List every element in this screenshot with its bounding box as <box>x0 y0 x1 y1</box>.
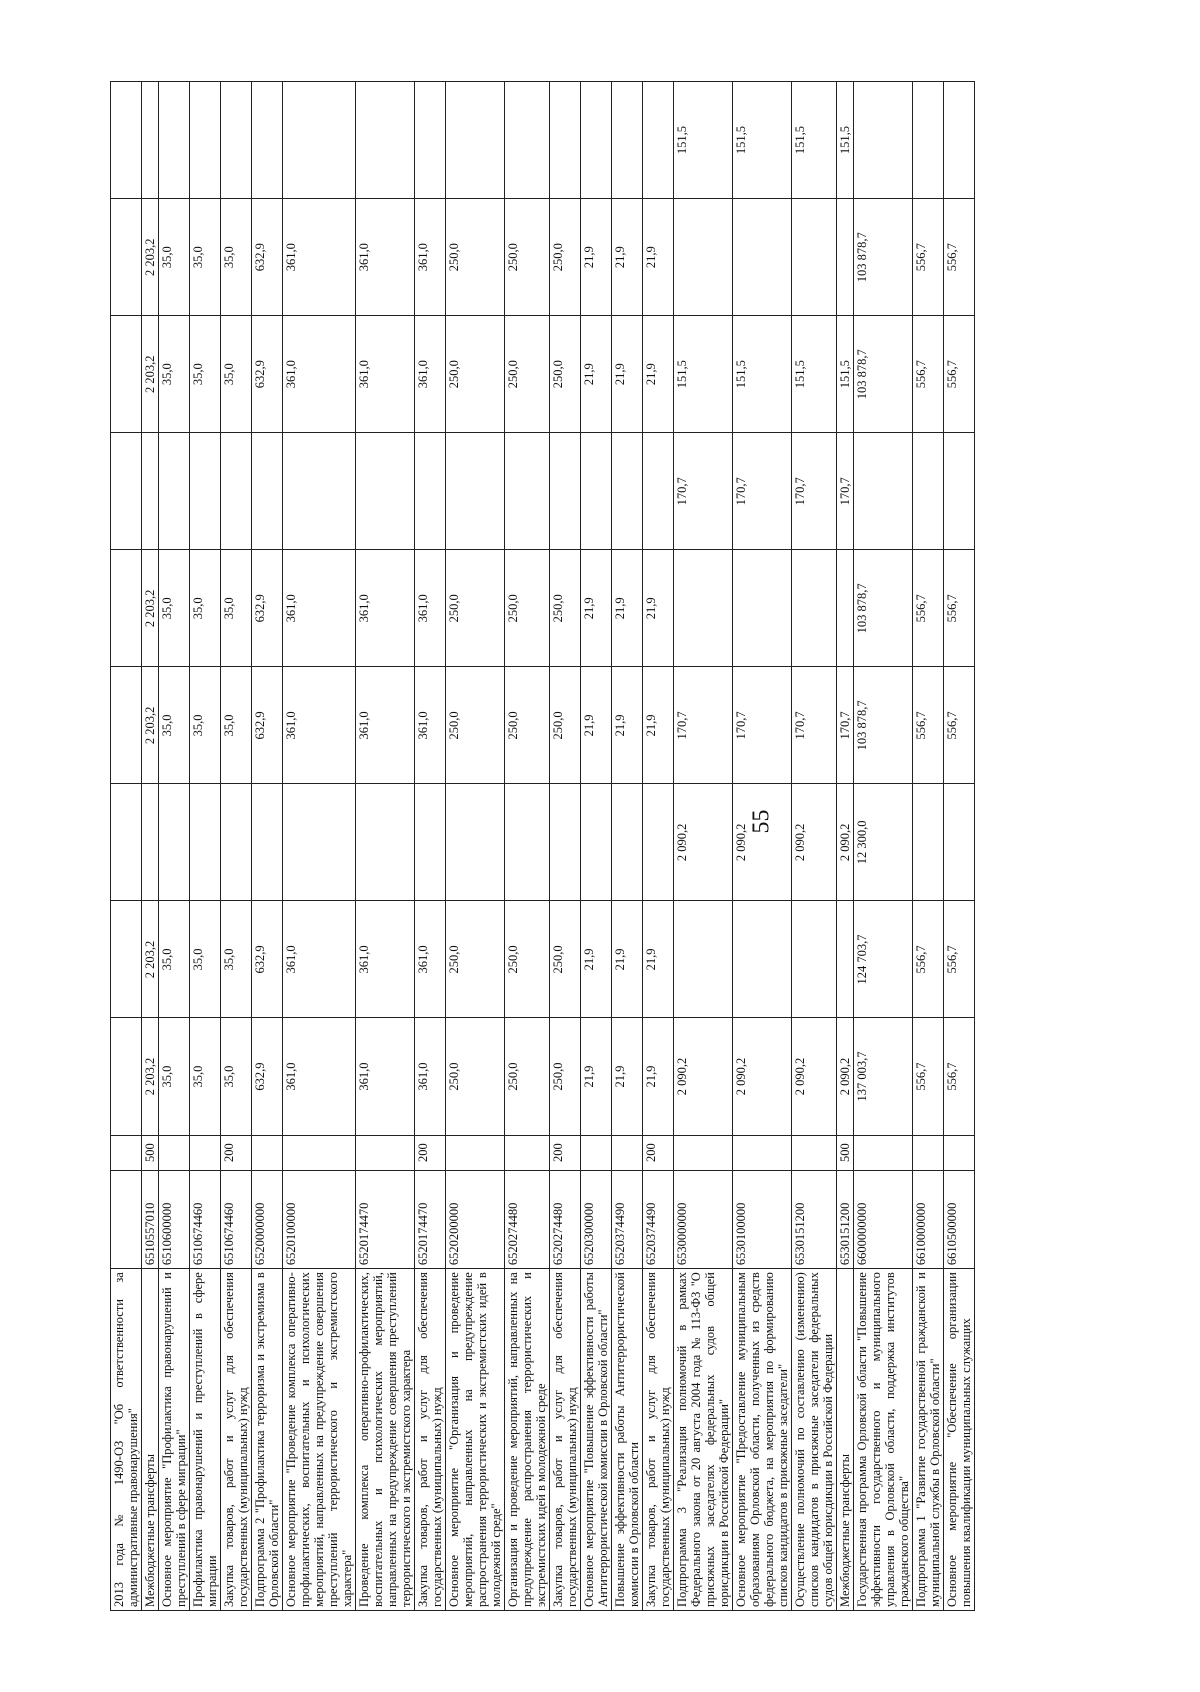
cell-c7: 151,5 <box>674 316 733 433</box>
cell-code: 6520300000 <box>581 1170 612 1268</box>
cell-code: 6530000000 <box>674 1170 733 1268</box>
cell-c6: 170,7 <box>733 433 792 550</box>
cell-c8 <box>674 199 733 316</box>
cell-c4 <box>111 667 142 784</box>
cell-c7: 361,0 <box>283 316 356 433</box>
cell-c6 <box>612 433 643 550</box>
cell-c6 <box>581 433 612 550</box>
cell-name: Основное мероприятие "Предоставление муниципальным образованиям Орловской области, полученных из средств федерального бюджета, на мероприятия по формированию списков кандидатов в присяжные заседатели" <box>733 1269 792 1611</box>
cell-code: 6530151200 <box>792 1170 837 1268</box>
cell-c1: 2 090,2 <box>733 1018 792 1135</box>
cell-code: 6610500000 <box>944 1170 975 1268</box>
cell-vr: 200 <box>415 1135 446 1170</box>
cell-name: Основное мероприятие "Проведение комплекса оперативно-профилактических, воспитательных и психологических мероприятий, направленных на предупреждение совершения преступлений террористического и экстремистского характера" <box>283 1269 356 1611</box>
cell-code: 6610000000 <box>913 1170 944 1268</box>
cell-c5: 35,0 <box>159 550 190 667</box>
cell-c7: 151,5 <box>792 316 837 433</box>
cell-c5: 21,9 <box>612 550 643 667</box>
cell-code: 6520100000 <box>283 1170 356 1268</box>
cell-c3 <box>111 784 142 901</box>
cell-code: 6520000000 <box>252 1170 283 1268</box>
table-row <box>792 82 837 1611</box>
cell-c7: 151,5 <box>733 316 792 433</box>
cell-c6 <box>505 433 550 550</box>
cell-c9 <box>356 82 415 199</box>
cell-c5: 361,0 <box>356 550 415 667</box>
cell-c4: 250,0 <box>505 667 550 784</box>
cell-c6: 170,7 <box>674 433 733 550</box>
cell-c6 <box>854 433 913 550</box>
cell-c7: 361,0 <box>415 316 446 433</box>
budget-table <box>110 81 975 1611</box>
cell-c1: 35,0 <box>221 1018 252 1135</box>
cell-c2: 21,9 <box>581 901 612 1018</box>
cell-vr <box>854 1135 913 1170</box>
cell-c2: 21,9 <box>612 901 643 1018</box>
cell-c6 <box>550 433 581 550</box>
cell-c8 <box>792 199 837 316</box>
cell-c5: 632,9 <box>252 550 283 667</box>
cell-c4: 170,7 <box>837 667 854 784</box>
cell-c7: 556,7 <box>913 316 944 433</box>
cell-c6 <box>111 433 142 550</box>
cell-c3 <box>415 784 446 901</box>
cell-c9 <box>854 82 913 199</box>
cell-c8: 632,9 <box>252 199 283 316</box>
cell-c4: 170,7 <box>733 667 792 784</box>
cell-code: 6600000000 <box>854 1170 913 1268</box>
cell-c6 <box>446 433 505 550</box>
cell-c1: 21,9 <box>612 1018 643 1135</box>
cell-c3 <box>283 784 356 901</box>
cell-c2: 361,0 <box>283 901 356 1018</box>
cell-c8: 361,0 <box>415 199 446 316</box>
cell-name: Проведение комплекса оперативно-профилактических, воспитательных и психологических мероприятий, направленных на предупреждение совершения преступлений террористического и экстремистского характера <box>356 1269 415 1611</box>
cell-code: 6520174470 <box>415 1170 446 1268</box>
cell-name: Подпрограмма 1 "Развитие государственной гражданской и муниципальной службы в Орловской области" <box>913 1269 944 1611</box>
cell-c5: 21,9 <box>581 550 612 667</box>
cell-code: 6520374490 <box>643 1170 674 1268</box>
cell-c1: 250,0 <box>550 1018 581 1135</box>
cell-c7: 21,9 <box>612 316 643 433</box>
cell-c6 <box>913 433 944 550</box>
cell-c3 <box>159 784 190 901</box>
cell-c4: 2 203,2 <box>142 667 159 784</box>
cell-c8: 21,9 <box>643 199 674 316</box>
cell-c5: 2 203,2 <box>142 550 159 667</box>
cell-c8: 35,0 <box>190 199 221 316</box>
cell-c2: 21,9 <box>643 901 674 1018</box>
cell-c6 <box>643 433 674 550</box>
cell-c4: 170,7 <box>792 667 837 784</box>
cell-c7: 250,0 <box>505 316 550 433</box>
cell-c8: 361,0 <box>283 199 356 316</box>
cell-c2 <box>111 901 142 1018</box>
cell-code: 6530100000 <box>733 1170 792 1268</box>
table-row <box>356 82 415 1611</box>
cell-vr: 200 <box>550 1135 581 1170</box>
cell-c7: 250,0 <box>550 316 581 433</box>
cell-c3 <box>944 784 975 901</box>
cell-c5 <box>111 550 142 667</box>
cell-c4: 556,7 <box>913 667 944 784</box>
cell-c7: 21,9 <box>581 316 612 433</box>
cell-c2 <box>792 901 837 1018</box>
cell-c7: 556,7 <box>944 316 975 433</box>
cell-c9 <box>505 82 550 199</box>
cell-vr <box>733 1135 792 1170</box>
cell-code <box>111 1170 142 1268</box>
cell-c4: 361,0 <box>356 667 415 784</box>
cell-c9 <box>221 82 252 199</box>
cell-name: Подпрограмма 3 "Реализация полномочий в рамках Федерального закона от 20 августа 2004 года № 113-ФЗ "О присяжных заседателях федеральных судов общей юрисдикции в Российской Федерации" <box>674 1269 733 1611</box>
cell-c4: 103 878,7 <box>854 667 913 784</box>
cell-c8: 250,0 <box>550 199 581 316</box>
table-row <box>446 82 505 1611</box>
cell-c5 <box>674 550 733 667</box>
cell-c9 <box>159 82 190 199</box>
cell-code: 6520200000 <box>446 1170 505 1268</box>
table-row <box>854 82 913 1611</box>
cell-c1: 2 090,2 <box>674 1018 733 1135</box>
table-row <box>612 82 643 1611</box>
cell-c9 <box>252 82 283 199</box>
cell-c4: 21,9 <box>643 667 674 784</box>
cell-c3 <box>190 784 221 901</box>
cell-c3: 2 090,2 <box>837 784 854 901</box>
cell-c2: 361,0 <box>415 901 446 1018</box>
cell-c3 <box>643 784 674 901</box>
cell-c5: 103 878,7 <box>854 550 913 667</box>
cell-c4: 170,7 <box>674 667 733 784</box>
table-row <box>159 82 190 1611</box>
cell-c9 <box>415 82 446 199</box>
cell-c7: 103 878,7 <box>854 316 913 433</box>
cell-c5 <box>792 550 837 667</box>
table-row <box>283 82 356 1611</box>
cell-c9: 151,5 <box>792 82 837 199</box>
cell-vr: 200 <box>643 1135 674 1170</box>
cell-c1 <box>111 1018 142 1135</box>
cell-c2: 35,0 <box>190 901 221 1018</box>
cell-c8: 556,7 <box>913 199 944 316</box>
page-number: 55 <box>748 809 775 834</box>
cell-c9 <box>643 82 674 199</box>
cell-c3 <box>252 784 283 901</box>
cell-c8: 35,0 <box>221 199 252 316</box>
cell-vr <box>356 1135 415 1170</box>
cell-name: Основное мероприятие "Обеспечение организации повышения квалификации муниципальных служащих <box>944 1269 975 1611</box>
cell-c8: 361,0 <box>356 199 415 316</box>
cell-c8: 21,9 <box>612 199 643 316</box>
table-row <box>944 82 975 1611</box>
cell-c2 <box>674 901 733 1018</box>
cell-c3 <box>356 784 415 901</box>
cell-c9 <box>550 82 581 199</box>
cell-vr: 200 <box>221 1135 252 1170</box>
cell-c8: 103 878,7 <box>854 199 913 316</box>
cell-code: 6520174470 <box>356 1170 415 1268</box>
cell-c6: 170,7 <box>792 433 837 550</box>
cell-c5: 250,0 <box>505 550 550 667</box>
cell-code: 6520374490 <box>612 1170 643 1268</box>
cell-c8: 2 203,2 <box>142 199 159 316</box>
cell-name: Закупка товаров, работ и услуг для обеспечения государственных (муниципальных) нужд <box>415 1269 446 1611</box>
cell-name: 2013 года № 1490-ОЗ "Об ответственности за административные правонарушения" <box>111 1269 142 1611</box>
cell-c1: 21,9 <box>643 1018 674 1135</box>
cell-c1: 361,0 <box>283 1018 356 1135</box>
cell-c8: 250,0 <box>505 199 550 316</box>
cell-c6 <box>221 433 252 550</box>
cell-c9: 151,5 <box>674 82 733 199</box>
cell-c2: 556,7 <box>944 901 975 1018</box>
cell-c3 <box>221 784 252 901</box>
cell-vr <box>913 1135 944 1170</box>
cell-c3 <box>446 784 505 901</box>
cell-c2: 250,0 <box>550 901 581 1018</box>
cell-name: Повышение эффективности работы Антитеррористической комиссии в Орловской области <box>612 1269 643 1611</box>
cell-c4: 35,0 <box>221 667 252 784</box>
cell-vr <box>612 1135 643 1170</box>
cell-c9 <box>142 82 159 199</box>
cell-c3: 2 090,2 <box>674 784 733 901</box>
cell-vr <box>446 1135 505 1170</box>
cell-c8 <box>837 199 854 316</box>
rotated-table-container <box>110 81 1090 1611</box>
cell-c4: 632,9 <box>252 667 283 784</box>
cell-c7: 250,0 <box>446 316 505 433</box>
cell-c2: 250,0 <box>446 901 505 1018</box>
table-row <box>550 82 581 1611</box>
cell-c4: 250,0 <box>550 667 581 784</box>
table-row <box>581 82 612 1611</box>
cell-name: Основное мероприятие "Организация и проведение мероприятий, направленных на предупреждение распространения террористических и экстремистских идей в молодежной среде" <box>446 1269 505 1611</box>
cell-c7: 21,9 <box>643 316 674 433</box>
cell-c5: 361,0 <box>283 550 356 667</box>
cell-vr <box>190 1135 221 1170</box>
cell-c3 <box>913 784 944 901</box>
table-row <box>837 82 854 1611</box>
cell-c1: 2 090,2 <box>792 1018 837 1135</box>
cell-name: Организация и проведение мероприятий, направленных на предупреждение распространения террористических и экстремистских идей в молодежной среде <box>505 1269 550 1611</box>
cell-c1: 21,9 <box>581 1018 612 1135</box>
cell-c4: 361,0 <box>283 667 356 784</box>
cell-c6 <box>283 433 356 550</box>
cell-c5: 361,0 <box>415 550 446 667</box>
cell-code: 6510674460 <box>221 1170 252 1268</box>
cell-c7: 632,9 <box>252 316 283 433</box>
cell-c5: 35,0 <box>190 550 221 667</box>
cell-code: 6520274480 <box>505 1170 550 1268</box>
cell-name: Межбюджетные трансферты <box>142 1269 159 1611</box>
cell-vr <box>159 1135 190 1170</box>
cell-c1: 250,0 <box>505 1018 550 1135</box>
cell-c7: 35,0 <box>159 316 190 433</box>
cell-c9 <box>944 82 975 199</box>
cell-c1: 35,0 <box>190 1018 221 1135</box>
cell-vr <box>944 1135 975 1170</box>
cell-vr <box>792 1135 837 1170</box>
cell-c5: 21,9 <box>643 550 674 667</box>
table-row <box>913 82 944 1611</box>
cell-c1: 250,0 <box>446 1018 505 1135</box>
cell-c6 <box>944 433 975 550</box>
cell-name: Профилактика правонарушений и преступлений в сфере миграции <box>190 1269 221 1611</box>
cell-name: Межбюджетные трансферты <box>837 1269 854 1611</box>
cell-c9 <box>283 82 356 199</box>
cell-c2: 124 703,7 <box>854 901 913 1018</box>
cell-c4: 35,0 <box>159 667 190 784</box>
cell-c9 <box>190 82 221 199</box>
cell-c3: 2 090,2 <box>792 784 837 901</box>
cell-c8: 250,0 <box>446 199 505 316</box>
cell-c6: 170,7 <box>837 433 854 550</box>
cell-vr <box>505 1135 550 1170</box>
cell-c8: 21,9 <box>581 199 612 316</box>
cell-vr <box>111 1135 142 1170</box>
table-row <box>111 82 142 1611</box>
table-row <box>505 82 550 1611</box>
cell-c1: 2 203,2 <box>142 1018 159 1135</box>
cell-c7: 151,5 <box>837 316 854 433</box>
cell-c6 <box>190 433 221 550</box>
table-row <box>674 82 733 1611</box>
cell-code: 6510674460 <box>190 1170 221 1268</box>
cell-code: 6520274480 <box>550 1170 581 1268</box>
cell-c4: 21,9 <box>612 667 643 784</box>
cell-code: 6510600000 <box>159 1170 190 1268</box>
cell-c8: 35,0 <box>159 199 190 316</box>
cell-c1: 361,0 <box>415 1018 446 1135</box>
table-row <box>190 82 221 1611</box>
cell-c6 <box>252 433 283 550</box>
cell-vr <box>252 1135 283 1170</box>
cell-name: Закупка товаров, работ и услуг для обеспечения государственных (муниципальных) нужд <box>643 1269 674 1611</box>
cell-c9 <box>913 82 944 199</box>
table-row <box>733 82 792 1611</box>
cell-c1: 556,7 <box>944 1018 975 1135</box>
table-row <box>221 82 252 1611</box>
cell-c1: 361,0 <box>356 1018 415 1135</box>
cell-c9: 151,5 <box>837 82 854 199</box>
cell-c6 <box>415 433 446 550</box>
cell-c2: 35,0 <box>221 901 252 1018</box>
cell-c4: 21,9 <box>581 667 612 784</box>
cell-name: Подпрограмма 2 "Профилактика терроризма и экстремизма в Орловской области" <box>252 1269 283 1611</box>
cell-c3: 12 300,0 <box>854 784 913 901</box>
cell-c9 <box>111 82 142 199</box>
cell-c8 <box>111 199 142 316</box>
cell-c3 <box>550 784 581 901</box>
cell-c3: 2 090,2 <box>733 784 792 901</box>
cell-c1: 632,9 <box>252 1018 283 1135</box>
cell-c4: 556,7 <box>944 667 975 784</box>
cell-c1: 35,0 <box>159 1018 190 1135</box>
cell-c4: 35,0 <box>190 667 221 784</box>
cell-c9 <box>581 82 612 199</box>
cell-c5 <box>837 550 854 667</box>
table-row <box>142 82 159 1611</box>
cell-c6 <box>159 433 190 550</box>
cell-c3 <box>142 784 159 901</box>
cell-c5: 556,7 <box>944 550 975 667</box>
cell-c3 <box>612 784 643 901</box>
cell-vr: 500 <box>837 1135 854 1170</box>
cell-vr <box>283 1135 356 1170</box>
cell-name: Государственная программа Орловской области "Повышение эффективности государственного и муниципального управления в Орловской области, поддержка институтов гражданского общества" <box>854 1269 913 1611</box>
cell-c5: 556,7 <box>913 550 944 667</box>
cell-c2: 2 203,2 <box>142 901 159 1018</box>
cell-c2: 361,0 <box>356 901 415 1018</box>
cell-name: Закупка товаров, работ и услуг для обеспечения государственных (муниципальных) нужд <box>221 1269 252 1611</box>
cell-vr: 500 <box>142 1135 159 1170</box>
cell-c5: 250,0 <box>446 550 505 667</box>
cell-vr <box>581 1135 612 1170</box>
cell-c7: 35,0 <box>190 316 221 433</box>
cell-c6 <box>142 433 159 550</box>
table-row <box>643 82 674 1611</box>
cell-vr <box>674 1135 733 1170</box>
cell-c8 <box>733 199 792 316</box>
cell-name: Основное мероприятие "Повышение эффективности работы Антитеррористической комиссии в Орловской области" <box>581 1269 612 1611</box>
cell-c5: 250,0 <box>550 550 581 667</box>
cell-c7 <box>111 316 142 433</box>
cell-c9 <box>446 82 505 199</box>
table-row <box>415 82 446 1611</box>
cell-c9 <box>612 82 643 199</box>
cell-c4: 361,0 <box>415 667 446 784</box>
cell-c8: 556,7 <box>944 199 975 316</box>
table-row <box>252 82 283 1611</box>
cell-c3 <box>581 784 612 901</box>
cell-c4: 250,0 <box>446 667 505 784</box>
cell-c1: 556,7 <box>913 1018 944 1135</box>
cell-c1: 2 090,2 <box>837 1018 854 1135</box>
cell-c5: 35,0 <box>221 550 252 667</box>
cell-c2: 556,7 <box>913 901 944 1018</box>
cell-code: 6510557010 <box>142 1170 159 1268</box>
cell-c6 <box>356 433 415 550</box>
cell-c1: 137 003,7 <box>854 1018 913 1135</box>
cell-name: Закупка товаров, работ и услуг для обеспечения государственных (муниципальных) нужд <box>550 1269 581 1611</box>
cell-c7: 2 203,2 <box>142 316 159 433</box>
cell-name: Основное мероприятие "Профилактика правонарушений и преступлений в сфере миграции" <box>159 1269 190 1611</box>
cell-c7: 35,0 <box>221 316 252 433</box>
cell-c5 <box>733 550 792 667</box>
cell-c2: 35,0 <box>159 901 190 1018</box>
cell-c2: 250,0 <box>505 901 550 1018</box>
cell-c9: 151,5 <box>733 82 792 199</box>
cell-c7: 361,0 <box>356 316 415 433</box>
cell-code: 6530151200 <box>837 1170 854 1268</box>
cell-name: Осуществление полномочий по составлению (изменению) списков кандидатов в присяжные заседатели федеральных судов общей юрисдикции в Российской Федерации <box>792 1269 837 1611</box>
cell-c3 <box>505 784 550 901</box>
cell-c2: 632,9 <box>252 901 283 1018</box>
cell-c2 <box>837 901 854 1018</box>
cell-c2 <box>733 901 792 1018</box>
